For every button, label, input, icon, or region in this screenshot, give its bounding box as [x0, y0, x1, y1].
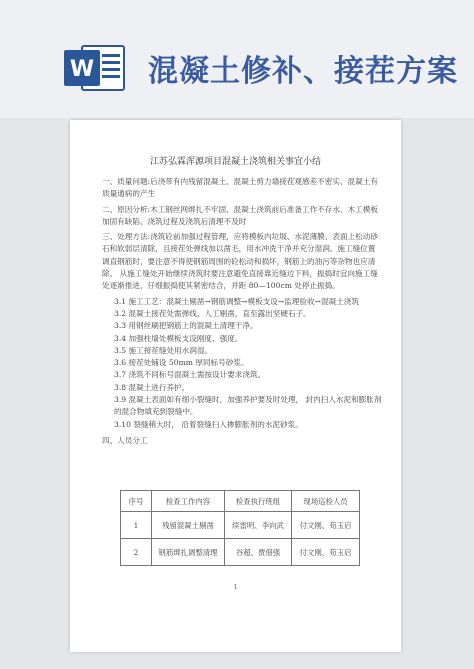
step-3-1: 3.1 施工工艺：混凝土剔凿→钢筋调整→模板支设→监理验收→混凝土浇筑 — [114, 296, 359, 306]
paragraph-treatment-method: 三、处理方法:浇筑砼前加强过程管理，应将模板内垃圾、水泥薄膜、表面上松动砂石和软弱层清除，且接茬处弹线加以凿毛，用水冲洗干净并充分湿润。施工缝位置调直钢筋时，要注意不得使钢筋周围的砼松动和损坏，钢筋上的油污等杂物也应清除。 从施工缝处开始继续浇筑时要注意避免直接靠近缝边下料，振捣时宜向施工缝处逐渐推进，仔细振捣使其紧密结合，并距 80—100cm 处停止振捣。 — [102, 232, 378, 291]
banner — [0, 0, 474, 118]
word-logo-letter: W — [69, 57, 95, 82]
step-3-6: 3.6 接茬处铺设 50mm 厚同标号砂浆。 — [114, 358, 249, 368]
step-3-4: 3.4 加强柱墙处模板支设刚度、强度。 — [114, 333, 243, 343]
step-3-7: 3.7 浇筑不同标号混凝土需按设计要求浇筑。 — [114, 370, 266, 380]
table-cell: 谷超、贾佃强 — [225, 539, 292, 566]
step-3-9: 3.9 混凝土表面如有细小裂缝时，加强养护要及时处理， 封内扫入水泥和膨胀剂的混合物填充到裂缝中。 — [114, 395, 382, 417]
section-staff-assignment: 四、人员分工 — [102, 435, 148, 445]
table-header-cell: 检查工作内容 — [152, 491, 225, 512]
document-title: 江苏弘霖浑源项目混凝土浇筑相关事宜小结 — [149, 157, 321, 167]
paragraph-quality-issue: 一、质量问题:后浇带有内残留混凝土、混凝土剪力墙接茬观感差不密实、混凝土有质量通病的产生 — [102, 177, 378, 199]
table-header-cell: 现场巡检人员 — [292, 491, 360, 512]
table-header-row — [121, 491, 360, 512]
banner-title: 混凝土修补、接茬方案 — [148, 54, 458, 89]
table-cell: 残留混凝土剔凿 — [152, 512, 225, 539]
table-cell: 续雷明、李向武 — [225, 512, 292, 539]
step-3-5: 3.5 施工接茬缝处用水润湿。 — [114, 345, 213, 355]
table-header-cell: 序号 — [121, 491, 152, 512]
step-3-2: 3.2 混凝土接茬处需弹线，人工剔凿，直至露出坚硬石子。 — [114, 308, 311, 318]
table-row — [121, 512, 360, 539]
table-cell: 2 — [121, 539, 152, 566]
paragraph-cause-analysis: 二、原因分析:木工钢丝网绑扎不牢固、混凝土浇筑前后准备工作不存水、木工模板加固有缺陷、浇筑过程及浇筑后清理不及时 — [102, 204, 378, 226]
document-page — [70, 120, 401, 652]
staff-table — [120, 490, 360, 566]
table-cell: 1 — [121, 512, 152, 539]
table-cell: 付文刚、苟玉启 — [292, 512, 360, 539]
table-cell: 付文刚、苟玉启 — [292, 539, 360, 566]
document-body — [102, 176, 382, 450]
step-3-3: 3.3 用钢丝刷把钢筋上的混凝土清理干净。 — [114, 321, 258, 331]
table-row — [121, 539, 360, 566]
step-3-8: 3.8 混凝土进行养护。 — [114, 382, 190, 392]
step-3-10: 3.10 裂缝稍大时， 沿着裂缝扫入掺膨胀剂的水泥砂浆。 — [114, 419, 303, 429]
table-header-cell: 检查执行班组 — [225, 491, 292, 512]
word-logo-icon — [64, 42, 126, 94]
table-cell: 钢筋绑扎调整清理 — [152, 539, 225, 566]
page-number: 1 — [233, 584, 238, 591]
